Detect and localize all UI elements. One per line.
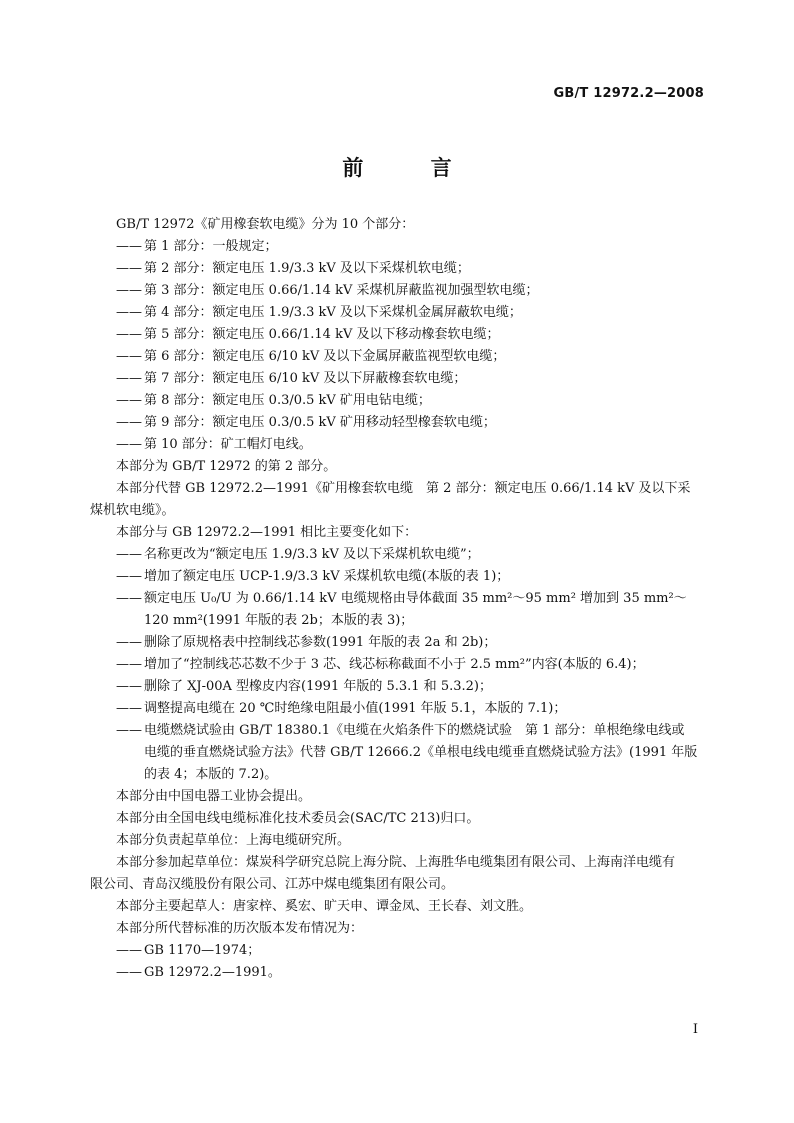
list-item: —— 第 3 部分：额定电压 0.66/1.14 kV 采煤机屏蔽监视加强型软电缆； [116,283,539,298]
list-item: —— 额定电压 U₀/U 为 0.66/1.14 kV 电缆规格由导体截面 35 mm²～95 mm² 增加到 35 mm²～ 120 mm²(1991 年版的表 2b；本版的表 3)； [116,591,687,628]
drafters-paragraph: 本部分主要起草人：唐家梓、奚宏、旷天申、谭金凤、王长春、刘文胜。 [116,899,533,914]
page-number: I [692,1022,698,1037]
intro-paragraph: GB/T 12972《矿用橡套软电缆》分为 10 个部分： [116,217,415,232]
standard-number: GB/T 12972.2—2008 [553,86,704,101]
foreword-body [90,214,706,984]
list-item: —— 第 4 部分：额定电压 1.9/3.3 kV 及以下采煤机金属屏蔽软电缆； [116,305,522,320]
list-item: —— GB 1170—1974； [116,943,261,958]
this-part-paragraph: 本部分为 GB/T 12972 的第 2 部分。 [116,459,337,474]
list-item: —— 第 1 部分：一般规定； [116,239,278,254]
list-item: —— 第 2 部分：额定电压 1.9/3.3 kV 及以下采煤机软电缆； [116,261,470,276]
list-item: —— 调整提高电缆在 20 ℃时绝缘电阻最小值(1991 年版 5.1，本版的 7.1)； [116,701,567,716]
parts-list [90,236,706,456]
list-item: —— 名称更改为“额定电压 1.9/3.3 kV 及以下采煤机软电缆”； [116,547,480,562]
history-intro: 本部分所代替标准的历次版本发布情况为： [116,921,364,936]
changes-list [90,544,706,786]
drafting-unit-paragraph: 本部分负责起草单位：上海电缆研究所。 [116,833,351,848]
list-item: —— 第 5 部分：额定电压 0.66/1.14 kV 及以下移动橡套软电缆； [116,327,500,342]
list-item: —— 删除了原规格表中控制线芯参数(1991 年版的表 2a 和 2b)； [116,635,497,650]
participating-units-paragraph: 本部分参加起草单位：煤炭科学研究总院上海分院、上海胜华电缆集团有限公司、上海南洋电缆有 限公司、青岛汉缆股份有限公司、江苏中煤电缆集团有限公司。 [90,855,676,892]
replaces-paragraph: 本部分代替 GB 12972.2—1991《矿用橡套软电缆 第 2 部分：额定电压 0.66/1.14 kV 及以下采 煤机软电缆》。 [90,481,691,518]
list-item: —— 增加了额定电压 UCP-1.9/3.3 kV 采煤机软电缆(本版的表 1)； [116,569,510,584]
page-title: 前 言 [342,155,482,180]
list-item: —— 第 10 部分：矿工帽灯电线。 [116,437,312,452]
centralized-by-paragraph: 本部分由全国电线电缆标准化技术委员会(SAC/TC 213)归口。 [116,811,480,826]
list-item: —— 第 9 部分：额定电压 0.3/0.5 kV 矿用移动轻型橡套软电缆； [116,415,496,430]
history-list [90,940,706,984]
list-item: —— 第 6 部分：额定电压 6/10 kV 及以下金属屏蔽监视型软电缆； [116,349,506,364]
list-item: —— GB 12972.2—1991。 [116,965,281,980]
proposed-by-paragraph: 本部分由中国电器工业协会提出。 [116,789,312,804]
list-item: —— 删除了 XJ-00A 型橡皮内容(1991 年版的 5.3.1 和 5.3.2)； [116,679,492,694]
list-item: —— 电缆燃烧试验由 GB/T 18380.1《电缆在火焰条件下的燃烧试验 第 1 部分：单根绝缘电线或 电缆的垂直燃烧试验方法》代替 GB/T 12666.2《单根电线电缆垂直燃烧试验方法》(1991 年版 的表 4；本版的 7.2)。 [116,723,698,782]
list-item: —— 第 8 部分：额定电压 0.3/0.5 kV 矿用电钻电缆； [116,393,431,408]
list-item: —— 第 7 部分：额定电压 6/10 kV 及以下屏蔽橡套软电缆； [116,371,467,386]
changes-intro: 本部分与 GB 12972.2—1991 相比主要变化如下： [116,525,418,540]
list-item: —— 增加了“控制线芯芯数不少于 3 芯、线芯标称截面不小于 2.5 mm²”内容(本版的 6.4)； [116,657,645,672]
